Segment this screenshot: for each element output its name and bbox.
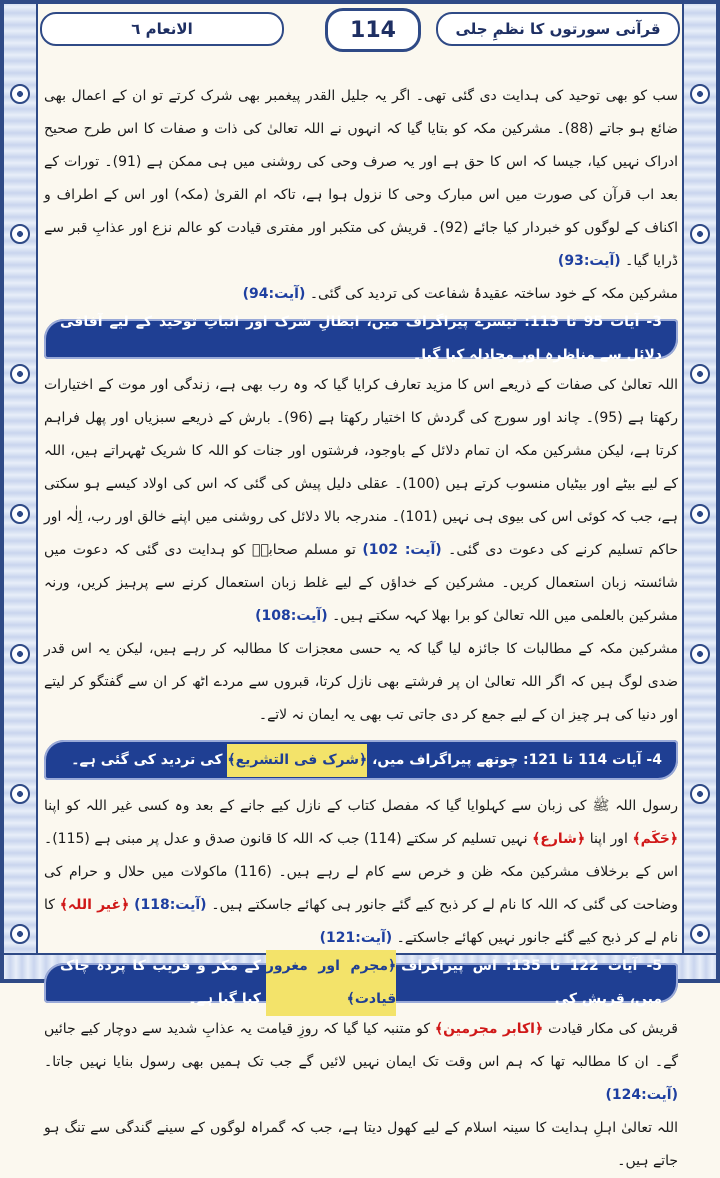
page-header: [40, 6, 680, 48]
section-4-highlight: ﴿شرک فی التشریع﴾: [227, 744, 367, 777]
paragraph-2c: [44, 633, 678, 732]
section-3-heading: 3- آیات 95 تا 113: تیسرے پیراگراف میں، ابطالِ شرک اور اثباتِ توحید کے لیے آفاقی دلائل سے مناظرہ اور مجادلہ کیا گیا۔: [60, 314, 662, 363]
paragraph-3-text: رسول اللہ ﷺ کی زبان سے کہلوایا گیا کہ مفصل کتاب کے نازل کیے جانے کے بعد وہ کسی غیر اللہ کو اپنا: [44, 798, 678, 814]
paragraph-3-connector: اور اپنا: [589, 831, 628, 847]
verse-ref-93: (آیت:93): [557, 253, 621, 269]
paragraph-5-text: اللہ تعالیٰ اہلِ ہدایت کا سینہ اسلام کے لیے کھول دیتا ہے، جب کہ گمراہ لوگوں کے سینے گندگی سے تنگ ہو جاتے ہیں۔: [44, 1120, 678, 1169]
flower-ornament-icon: [10, 224, 30, 244]
paragraph-2c-text: مشرکین مکہ کے مطالبات کا جائزہ لیا گیا کہ یہ حسی معجزات کا مطالبہ کر رہے ہیں، لیکن یہ اس قدر ضدی لوگ ہیں کہ اگر اللہ تعالیٰ ان پر فرشتے بھی نازل کرتا، قبروں سے مردے اٹھ کر ان سے گفتگو کر لیتے اور دنیا کی ہر چیز ان کے لیے جمع کر دی جاتی تب بھی یہ ایمان نہ لاتے۔: [44, 641, 678, 723]
flower-ornament-icon: [690, 644, 710, 664]
term-hakam: ﴿حَکَم﴾: [632, 831, 679, 847]
section-5-banner: [44, 958, 678, 1007]
flower-ornament-icon: [10, 504, 30, 524]
paragraph-1b-text: مشرکین مکہ کے خود ساختہ عقیدۂ شفاعت کی تردید کی گئی۔: [309, 286, 678, 302]
flower-ornament-icon: [10, 364, 30, 384]
term-shari: ﴿شارع﴾: [532, 831, 586, 847]
section-4-heading-end: کی تردید کی گئی ہے۔: [71, 751, 223, 768]
term-ghairullah: ﴿غیر اللہ﴾: [59, 897, 130, 913]
verse-ref-94: (آیت:94): [242, 286, 306, 302]
flower-ornament-icon: [690, 364, 710, 384]
paragraph-1: [44, 80, 678, 278]
flower-ornament-icon: [10, 784, 30, 804]
flower-ornament-icon: [10, 84, 30, 104]
page-number: 114: [325, 8, 421, 52]
flower-ornament-icon: [690, 224, 710, 244]
paragraph-4: [44, 1013, 678, 1112]
flower-ornament-icon: [690, 84, 710, 104]
surah-name: الانعام ٦: [40, 12, 284, 46]
paragraph-2: [44, 369, 678, 633]
right-ornamental-border: [682, 4, 716, 979]
paragraph-3-text-3: کا نام لے کر ذبح کیے گئے جانور نہیں کھائے جاسکتے۔: [44, 897, 678, 946]
flower-ornament-icon: [690, 924, 710, 944]
book-title: قرآنی سورتوں کا نظمِ جلی: [436, 12, 680, 46]
flower-ornament-icon: [690, 504, 710, 524]
section-5-highlight: ﴿مجرم اور مغرور قیادت﴾: [266, 950, 396, 1016]
term-akabir-mujrimin: ﴿اکابر مجرمین﴾: [434, 1021, 544, 1037]
section-5-heading-end: کے مکر و فریب کا پردہ چاک کیا گیا ہے۔: [59, 958, 261, 1007]
verse-ref-124: (آیت:124): [605, 1087, 678, 1103]
flower-ornament-icon: [10, 924, 30, 944]
paragraph-2-text: اللہ تعالیٰ کی صفات کے ذریعے اس کا مزید تعارف کرایا گیا کہ وہ رب بھی ہے، زندگی اور موت کے اختیارات رکھتا ہے (95)۔ چاند اور سورج کی گردش کا اختیار رکھتا ہے (96)۔ بارش کے ذریعے سبزیاں اور پھل فراہم کرتا ہے، لیکن مشرکین مکہ ان تمام دلائل کے باوجود، فرشتوں اور جنات کو اللہ کا شریک ٹھہراتے ہیں، اللہ کے لیے بیٹے اور بیٹیاں منسوب کرتے ہیں (100)۔ عقلی دلیل پیش کی گئی کہ اس کی اولاد کیسے ہو سکتی ہے، جب کہ کوئی اس کی بیوی ہی نہیں (101)۔ مندرجہ بالا دلائل کی روشنی میں اپنے خالق اور رب، اِلٰہ اور حاکم تسلیم کرنے کی دعوت دی گئی۔: [44, 377, 679, 558]
flower-ornament-icon: [690, 784, 710, 804]
paragraph-5: [44, 1112, 678, 1178]
paragraph-2b-text: تو مسلم صحابہؓ کو ہدایت دی گئی کہ دعوت میں شائستہ زبان استعمال کریں۔ مشرکین کے خداؤں کے لیے غلط زبان استعمال کرنے سے پرہیز کریں، ورنہ مشرکین بالعلمی میں اللہ تعالیٰ کو برا بھلا کہہ سکتے ہیں۔: [44, 542, 678, 624]
section-5-heading: 5- آیات 122 تا 135: اس پیراگراف میں، قریش کی: [401, 958, 663, 1007]
paragraph-3-text-2: نہیں تسلیم کر سکتے (114) جب کہ اللہ کا قانون صدق و عدل پر مبنی ہے (115)۔ اس کے برخلاف مشرکین مکہ ظن و خرص سے کام لے رہے ہیں۔ (116) ماکولات میں حلال و حرام کی وضاحت کی گئی کہ اللہ کا نام لے کر ذبح کیے گئے جانور ہی کھائے جاسکتے ہیں۔: [44, 831, 679, 913]
verse-ref-118: (آیت:118): [134, 897, 207, 913]
verse-ref-108: (آیت:108): [255, 608, 328, 624]
section-4-heading: 4- آیات 114 تا 121: چوتھے پیراگراف میں،: [372, 751, 662, 768]
section-3-banner: [44, 314, 678, 363]
paragraph-1-text: سب کو بھی توحید کی ہدایت دی گئی تھی۔ اگر یہ جلیل القدر پیغمبر بھی شرک کرتے تو ان کے اعمال بھی ضائع ہو جاتے (88)۔ مشرکین مکہ کو بتایا گیا کہ انہوں نے اللہ تعالیٰ کی ذات و صفات کا اس طرح صحیح ادراک نہیں کیا، جیسا کہ اس کا حق ہے اور یہ صرف وحی کی روشنی میں ہی ممکن ہے (91)۔ تورات کے بعد اب قرآن کی صورت میں اس مبارک وحی کا نزول ہوا ہے، تاکہ ام القریٰ (مکہ) اور اس کے اطراف و اکناف کے لوگوں کو خبردار کیا جائے (92)۔ قریش کی متکبر اور مفتری قیادت کو عالم نزع اور عذابِ قبر سے ڈرایا گیا۔: [44, 88, 679, 269]
paragraph-4-text: قریش کی مکار قیادت: [548, 1021, 679, 1037]
flower-ornament-icon: [10, 644, 30, 664]
paragraph-3: [44, 790, 678, 955]
left-ornamental-border: [4, 4, 38, 979]
verse-ref-121: (آیت:121): [319, 930, 393, 946]
section-4-banner: [44, 740, 678, 780]
page-content: [44, 80, 678, 1178]
verse-ref-102: (آیت: 102): [362, 542, 442, 558]
paragraph-4-text-2: کو متنبہ کیا گیا کہ روزِ قیامت یہ عذابِ شدید سے دوچار کیے جائیں گے۔ ان کا مطالبہ تھا کہ ہم اس وقت تک ایمان نہیں لائیں گے جب تک ہمیں بھی رسول بنایا نہیں جاتا۔: [44, 1021, 678, 1070]
